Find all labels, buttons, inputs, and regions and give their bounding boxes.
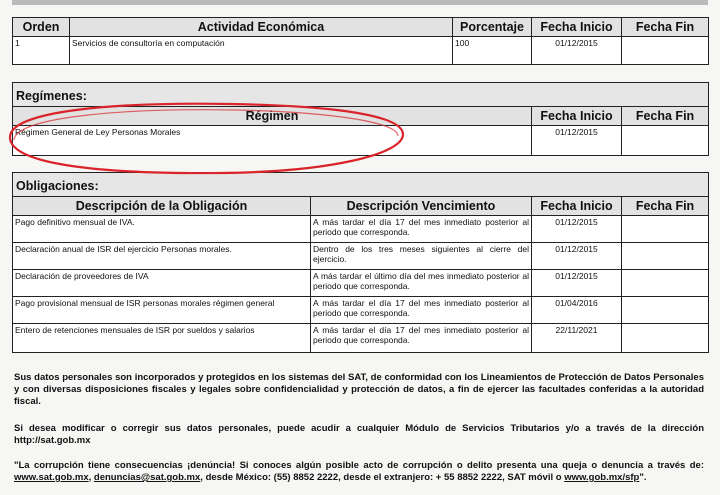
- header-fecha-fin: Fecha Fin: [622, 197, 709, 216]
- header-fecha-inicio: Fecha Inicio: [532, 18, 622, 37]
- data-correction-notice: Si desea modificar o corregir sus datos personales, puede acudir a cualquier Módulo de Servicios Tributarios y/o a través de la dirección http://sat.gob.mx: [14, 423, 704, 446]
- cell-fecha-inicio: 01/12/2015: [532, 216, 622, 243]
- cell-vencimiento: A más tardar el día 17 del mes inmediato posterior al periodo que corresponda.: [311, 297, 532, 324]
- corruption-notice-text: "La corrupción tiene consecuencias ¡denúncia! Si conoces algún posible acto de corrupción o delito presenta una queja o denuncia a través de:: [14, 460, 704, 471]
- table-row: [13, 126, 709, 156]
- cell-fecha-fin: [622, 324, 709, 353]
- header-actividad: Actividad Económica: [70, 18, 453, 37]
- cell-porcentaje: 100: [453, 37, 532, 65]
- cell-descripcion: Pago provisional mensual de ISR personas morales régimen general: [13, 297, 311, 324]
- cell-fecha-inicio: 22/11/2021: [532, 324, 622, 353]
- table-row: [13, 37, 709, 65]
- table-row: [13, 216, 709, 243]
- cell-descripcion: Declaración anual de ISR del ejercicio Personas morales.: [13, 243, 311, 270]
- cell-descripcion: Pago definitivo mensual de IVA.: [13, 216, 311, 243]
- regimenes-title: Regímenes:: [13, 83, 709, 107]
- cell-fecha-inicio: 01/12/2015: [532, 37, 622, 65]
- cell-vencimiento: Dentro de los tres meses siguientes al cierre del ejercicio.: [311, 243, 532, 270]
- regimenes-table: [12, 82, 709, 156]
- phone-text: , desde México: (55) 8852 2222, desde el extranjero: + 55 8852 2222, SAT móvil o: [200, 472, 565, 483]
- top-divider: [12, 0, 708, 5]
- obligaciones-table: [12, 172, 709, 353]
- cell-fecha-fin: [622, 216, 709, 243]
- cell-fecha-fin: [622, 270, 709, 297]
- table-row: [13, 270, 709, 297]
- table-header-row: [13, 107, 709, 126]
- section-title-row: [13, 83, 709, 107]
- table-header-row: [13, 18, 709, 37]
- separator: ,: [88, 472, 94, 483]
- cell-fecha-inicio: 01/12/2015: [532, 126, 622, 156]
- table-row: [13, 243, 709, 270]
- cell-fecha-fin: [622, 297, 709, 324]
- header-vencimiento: Descripción Vencimiento: [311, 197, 532, 216]
- cell-fecha-fin: [622, 37, 709, 65]
- header-fecha-fin: Fecha Fin: [622, 107, 709, 126]
- sfp-website-link[interactable]: www.gob.mx/sfp: [564, 472, 640, 483]
- sat-website-link[interactable]: www.sat.gob.mx: [14, 472, 89, 483]
- header-regimen: Régimen: [13, 107, 532, 126]
- header-orden: Orden: [13, 18, 70, 37]
- actividades-table: [12, 17, 709, 65]
- cell-vencimiento: A más tardar el día 17 del mes inmediato posterior al periodo que corresponda.: [311, 324, 532, 353]
- cell-fecha-inicio: 01/04/2016: [532, 297, 622, 324]
- header-fecha-inicio: Fecha Inicio: [532, 107, 622, 126]
- cell-descripcion: Entero de retenciones mensuales de ISR por sueldos y salarios: [13, 324, 311, 353]
- closing-quote: ".: [639, 472, 647, 483]
- cell-vencimiento: A más tardar el último día del mes inmediato posterior al periodo que corresponda.: [311, 270, 532, 297]
- cell-orden: 1: [13, 37, 70, 65]
- table-header-row: [13, 197, 709, 216]
- corruption-notice: [14, 460, 704, 484]
- cell-fecha-fin: [622, 243, 709, 270]
- header-descripcion: Descripción de la Obligación: [13, 197, 311, 216]
- cell-regimen: Régimen General de Ley Personas Morales: [13, 126, 532, 156]
- denuncias-email-link[interactable]: denuncias@sat.gob.mx: [93, 472, 201, 483]
- header-porcentaje: Porcentaje: [453, 18, 532, 37]
- cell-fecha-fin: [622, 126, 709, 156]
- table-row: [13, 324, 709, 353]
- obligaciones-title: Obligaciones:: [13, 173, 709, 197]
- cell-fecha-inicio: 01/12/2015: [532, 270, 622, 297]
- cell-descripcion: Declaración de proveedores de IVA: [13, 270, 311, 297]
- cell-actividad: Servicios de consultoría en computación: [70, 37, 453, 65]
- table-row: [13, 297, 709, 324]
- section-title-row: [13, 173, 709, 197]
- privacy-notice: Sus datos personales son incorporados y protegidos en los sistemas del SAT, de conformidad con los Lineamientos de Protección de Datos Personales y con diversas disposiciones fiscales y legales sobre confidencialidad y protección de datos, a fin de ejercer las facultades conferidas a la autoridad fiscal.: [14, 372, 704, 407]
- cell-fecha-inicio: 01/12/2015: [532, 243, 622, 270]
- cell-vencimiento: A más tardar el día 17 del mes inmediato posterior al periodo que corresponda.: [311, 216, 532, 243]
- header-fecha-fin: Fecha Fin: [622, 18, 709, 37]
- header-fecha-inicio: Fecha Inicio: [532, 197, 622, 216]
